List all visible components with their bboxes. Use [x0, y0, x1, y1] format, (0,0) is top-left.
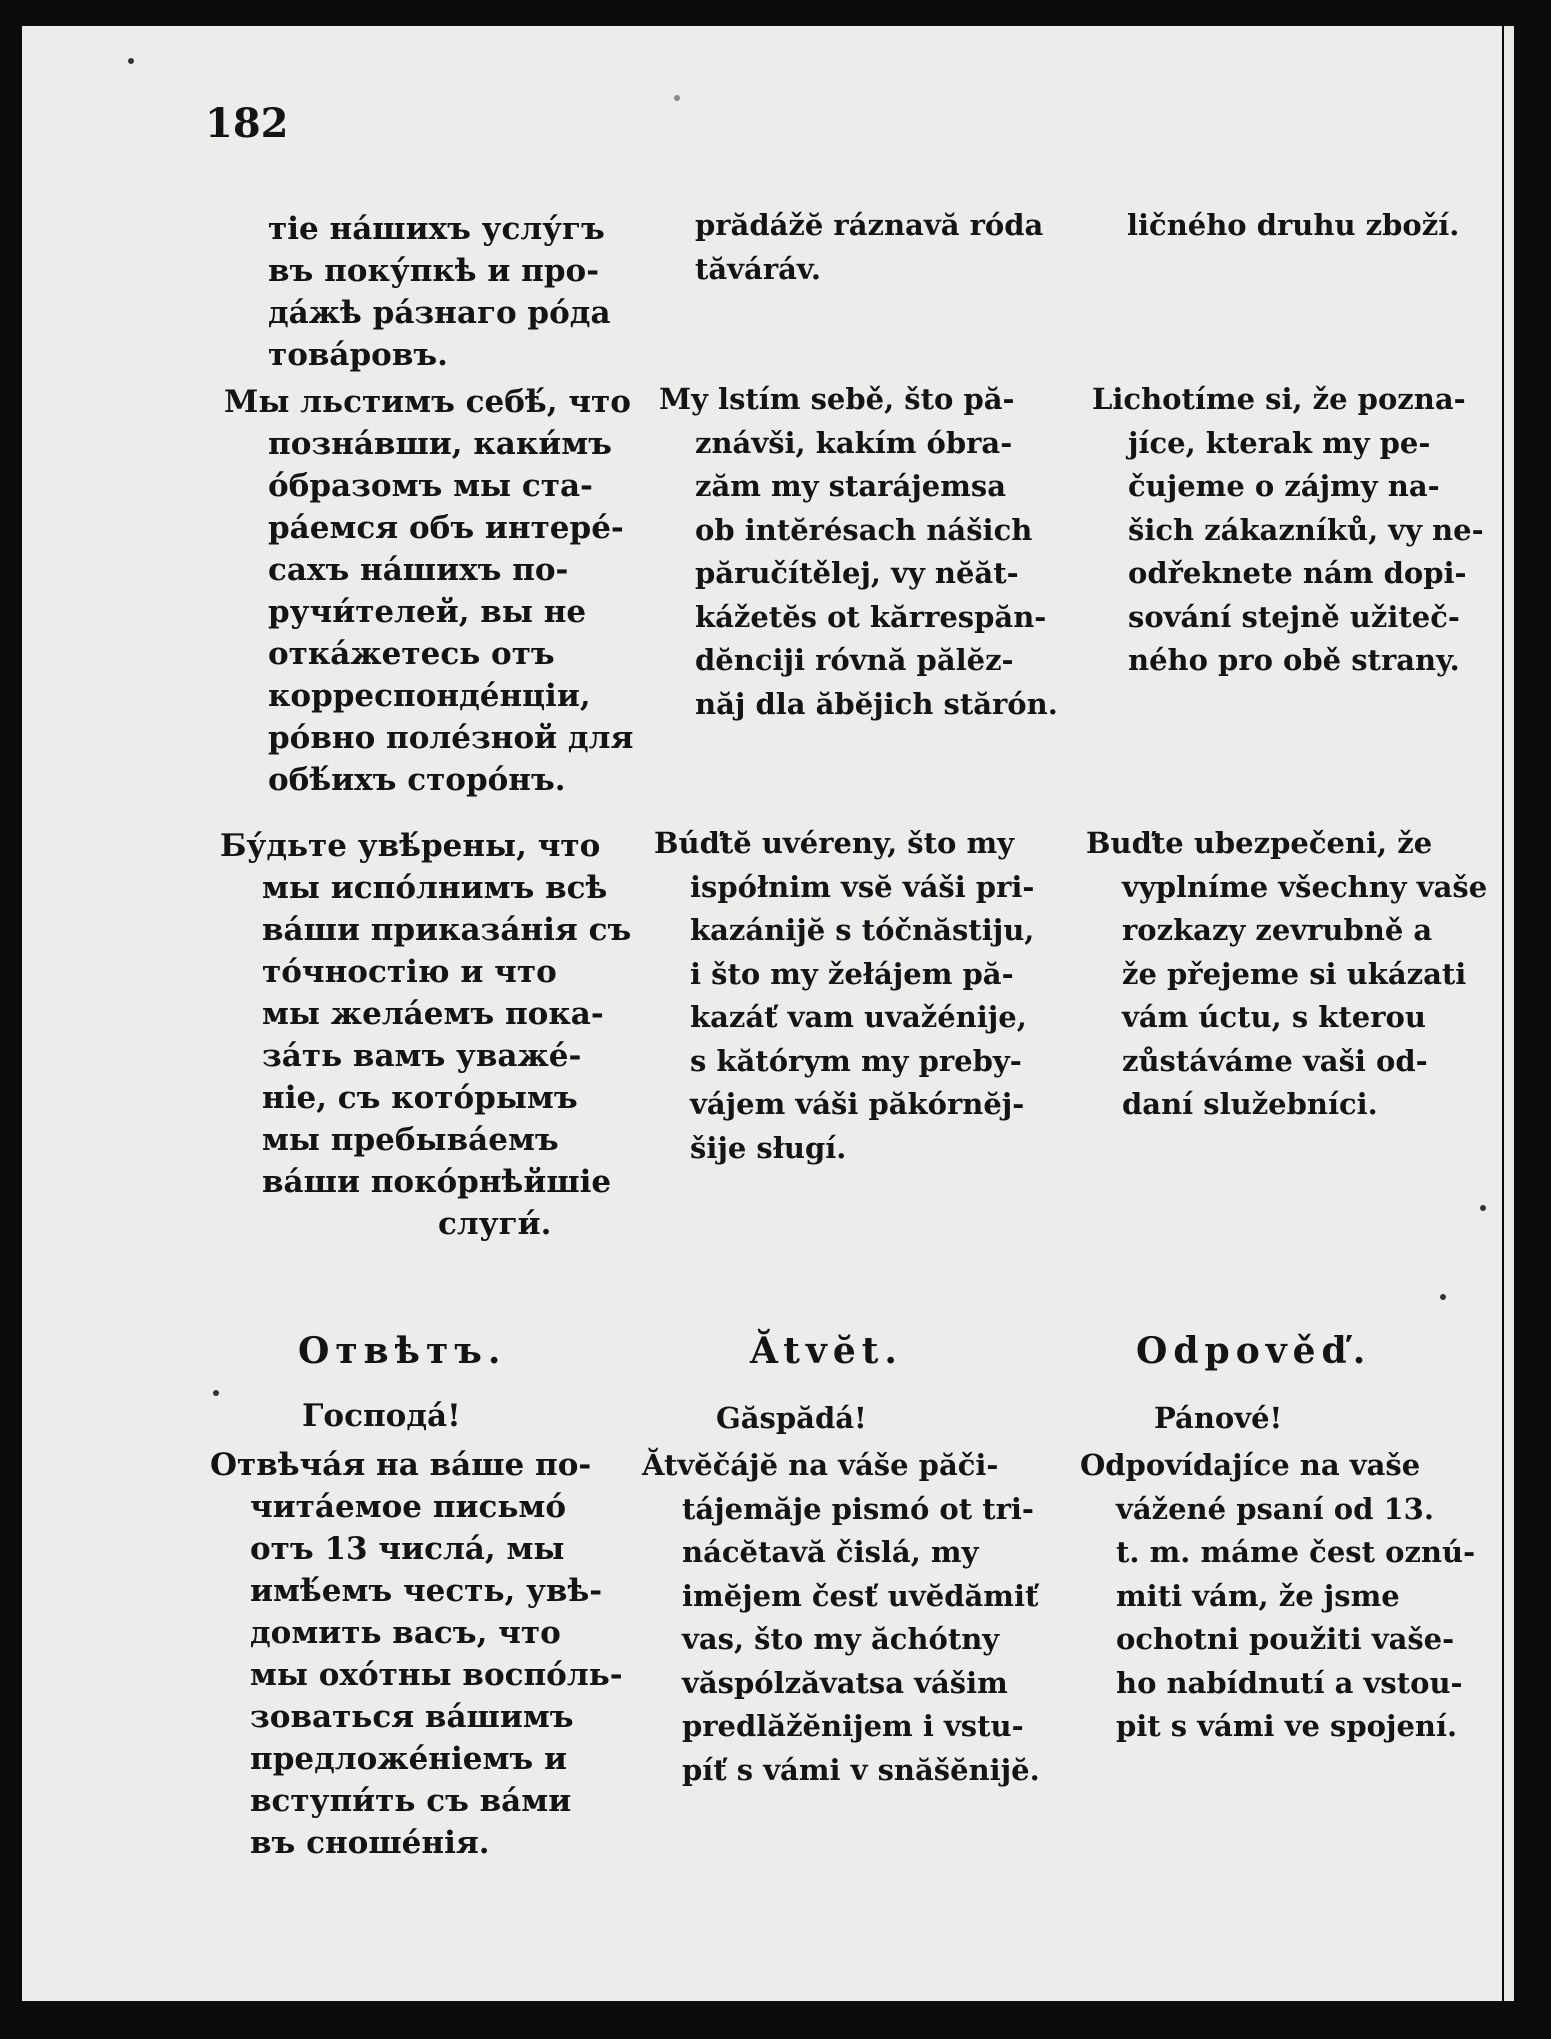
text-line: dĕnciji róvnă pălĕz-: [695, 643, 1014, 677]
text-line: šich zákazníků, vy ne-: [1128, 512, 1484, 547]
ru-paragraph-4: [210, 1444, 623, 1864]
text-line: тіе на́шихъ услу́гъ: [268, 211, 605, 247]
mid-paragraph-2: [659, 378, 1058, 726]
text-line: sování stejně užiteč-: [1128, 599, 1460, 634]
text-line: чита́емое письмо́: [250, 1489, 567, 1525]
ru-paragraph-1: [268, 208, 611, 376]
cz-salutation: Pánové!: [1154, 1401, 1283, 1435]
mid-paragraph-4: [642, 1444, 1040, 1792]
text-line: čujeme o zájmy na-: [1128, 469, 1440, 503]
text-line: ра́емся объ интере́-: [268, 510, 624, 546]
text-line: že přejeme si ukázati: [1122, 956, 1467, 991]
text-line: корреспонде́нціи,: [268, 678, 591, 714]
text-line: t. m. máme čest oznú-: [1116, 1535, 1476, 1569]
text-line: предложе́ніемъ и: [250, 1741, 567, 1777]
text-line: за́ть вамъ уваже́-: [262, 1038, 582, 1074]
text-line: rozkazy zevrubně a: [1122, 913, 1433, 947]
text-line: въ сноше́нія.: [250, 1825, 490, 1861]
text-line: о́бразомъ мы ста-: [268, 468, 593, 504]
text-line: My lstím sebě, što pă-: [659, 382, 1015, 416]
text-line: vážené psaní od 13.: [1116, 1491, 1434, 1526]
text-line: predlăžĕnijem i vstu-: [682, 1709, 1024, 1743]
page-edge: [1504, 26, 1514, 2001]
text-line: мы охо́тны воспо́ль-: [250, 1657, 623, 1693]
text-line: vyplníme všechny vaše: [1122, 869, 1488, 904]
scan-speck: [674, 95, 680, 101]
text-line: ва́ши поко́рнѣйшіе: [262, 1164, 612, 1200]
text-line: Lichotíme si, že pozna-: [1092, 382, 1466, 416]
text-line: miti vám, že jsme: [1116, 1578, 1400, 1613]
text-line: ochotni použiti vaše-: [1116, 1622, 1455, 1656]
text-line: Odpovídajíce na vaše: [1080, 1448, 1421, 1482]
text-line: daní služebníci.: [1122, 1087, 1378, 1121]
text-line: năj dla ăbĕjich stărón.: [695, 686, 1058, 721]
text-line: Ătvĕčájĕ na váše păči-: [642, 1448, 999, 1482]
text-line: Отвѣча́я на ва́ше по-: [210, 1447, 592, 1483]
text-line: tăváráv.: [695, 251, 821, 286]
text-line: kazáť vam uvažénije,: [690, 1000, 1027, 1034]
text-line: вступи́ть съ ва́ми: [250, 1783, 572, 1819]
text-line: ho nabídnutí a vstou-: [1116, 1665, 1463, 1700]
text-line: позна́вши, каки́мъ: [268, 426, 612, 462]
text-line: домить васъ, что: [250, 1615, 561, 1651]
text-line: píť s vámi v snăšĕnijĕ.: [682, 1752, 1040, 1787]
text-line: šije sługí.: [690, 1130, 847, 1165]
text-line: мы пребыва́емъ: [262, 1122, 559, 1158]
mid-paragraph-1: [695, 204, 1043, 291]
text-line: văspólzăvatsa vášim: [682, 1665, 1008, 1700]
text-line: ро́вно поле́зной для: [268, 720, 634, 756]
mid-paragraph-3: [654, 822, 1034, 1170]
text-line: znávši, kakím óbra-: [695, 425, 1013, 460]
text-line: ného pro obě strany.: [1128, 643, 1460, 677]
text-line: Мы льстимъ себѣ́, что: [224, 384, 631, 420]
mid-section-heading: Ătvĕt.: [750, 1330, 903, 1372]
text-line: обѣ́ихъ сторо́нъ.: [268, 762, 566, 798]
text-line: nácĕtavă čislá, my: [682, 1535, 979, 1569]
text-line: ручи́телей, вы не: [268, 594, 587, 630]
text-line: vas, što my ăchótny: [682, 1622, 1000, 1656]
text-line: ispółnim vsĕ váši pri-: [690, 869, 1035, 904]
scan-speck: [1440, 1294, 1446, 1300]
text-line: да́жѣ ра́знаго ро́да: [268, 295, 611, 331]
text-line: въ поку́пкѣ и про-: [268, 253, 600, 289]
text-line: ob intĕrésach nášich: [695, 512, 1033, 547]
text-line: отка́жетесь отъ: [268, 636, 555, 672]
text-line: зоваться ва́шимъ: [250, 1699, 574, 1735]
text-line: то́чностію и что: [262, 954, 557, 990]
text-line: jíce, kterak my pe-: [1128, 425, 1431, 460]
text-line: i što my žełájem pă-: [690, 956, 1014, 991]
text-line: сахъ на́шихъ по-: [268, 552, 569, 588]
text-line: Búďtĕ uvéreny, što my: [654, 826, 1014, 860]
cz-paragraph-1: [1127, 204, 1459, 248]
text-line: imĕjem česť uvĕdămiť: [682, 1578, 1039, 1613]
text-line: tájemăje pismó ot tri-: [682, 1491, 1034, 1526]
scan-speck: [1480, 1205, 1486, 1211]
text-line: zăm my starájemsa: [695, 469, 1006, 503]
text-line: Buďte ubezpečeni, že: [1086, 826, 1433, 860]
text-line: zůstáváme vaši od-: [1122, 1043, 1428, 1078]
ru-section-heading: Отвѣтъ.: [298, 1330, 507, 1372]
cz-paragraph-4: [1080, 1444, 1475, 1749]
text-line: prădážĕ ráznavă róda: [695, 208, 1044, 242]
ru-salutation: Господа́!: [302, 1398, 461, 1434]
ru-paragraph-2: [224, 381, 633, 801]
text-line: Бу́дьте увѣ́рены, что: [220, 828, 601, 864]
cz-paragraph-3: [1086, 822, 1487, 1127]
cz-paragraph-2: [1092, 378, 1484, 683]
text-line: vájem váši păkórnĕj-: [690, 1087, 1025, 1121]
mid-salutation: Găspădá!: [716, 1401, 867, 1435]
text-line: pit s vámi ve spojení.: [1116, 1709, 1458, 1743]
scan-speck: [128, 58, 134, 64]
text-line: ва́ши приказа́нія съ: [262, 912, 632, 948]
text-line: vám úctu, s kterou: [1122, 1000, 1426, 1034]
text-line: имѣ́емъ честь, увѣ-: [250, 1573, 603, 1609]
text-line: odřeknete nám dopi-: [1128, 556, 1467, 590]
text-line: слуги́.: [438, 1206, 552, 1242]
text-line: мы испо́лнимъ всѣ: [262, 870, 608, 906]
text-line: ličného druhu zboží.: [1127, 208, 1460, 242]
text-line: отъ 13 числа́, мы: [250, 1531, 565, 1567]
scan-speck: [213, 1390, 219, 1396]
text-line: s kătórym my preby-: [690, 1043, 1022, 1078]
text-line: păručítělej, vy nĕăt-: [695, 556, 1019, 590]
ru-paragraph-3: [220, 825, 631, 1245]
cz-section-heading: Odpověď.: [1136, 1330, 1372, 1372]
text-line: kazánijĕ s tóčnăstiju,: [690, 913, 1035, 947]
text-line: мы жела́емъ пока-: [262, 996, 604, 1032]
text-line: ніе, съ кото́рымъ: [262, 1080, 578, 1116]
text-line: kážetĕs ot kărrespăn-: [695, 599, 1047, 634]
page-number: 182: [205, 100, 289, 147]
text-line: това́ровъ.: [268, 337, 448, 373]
